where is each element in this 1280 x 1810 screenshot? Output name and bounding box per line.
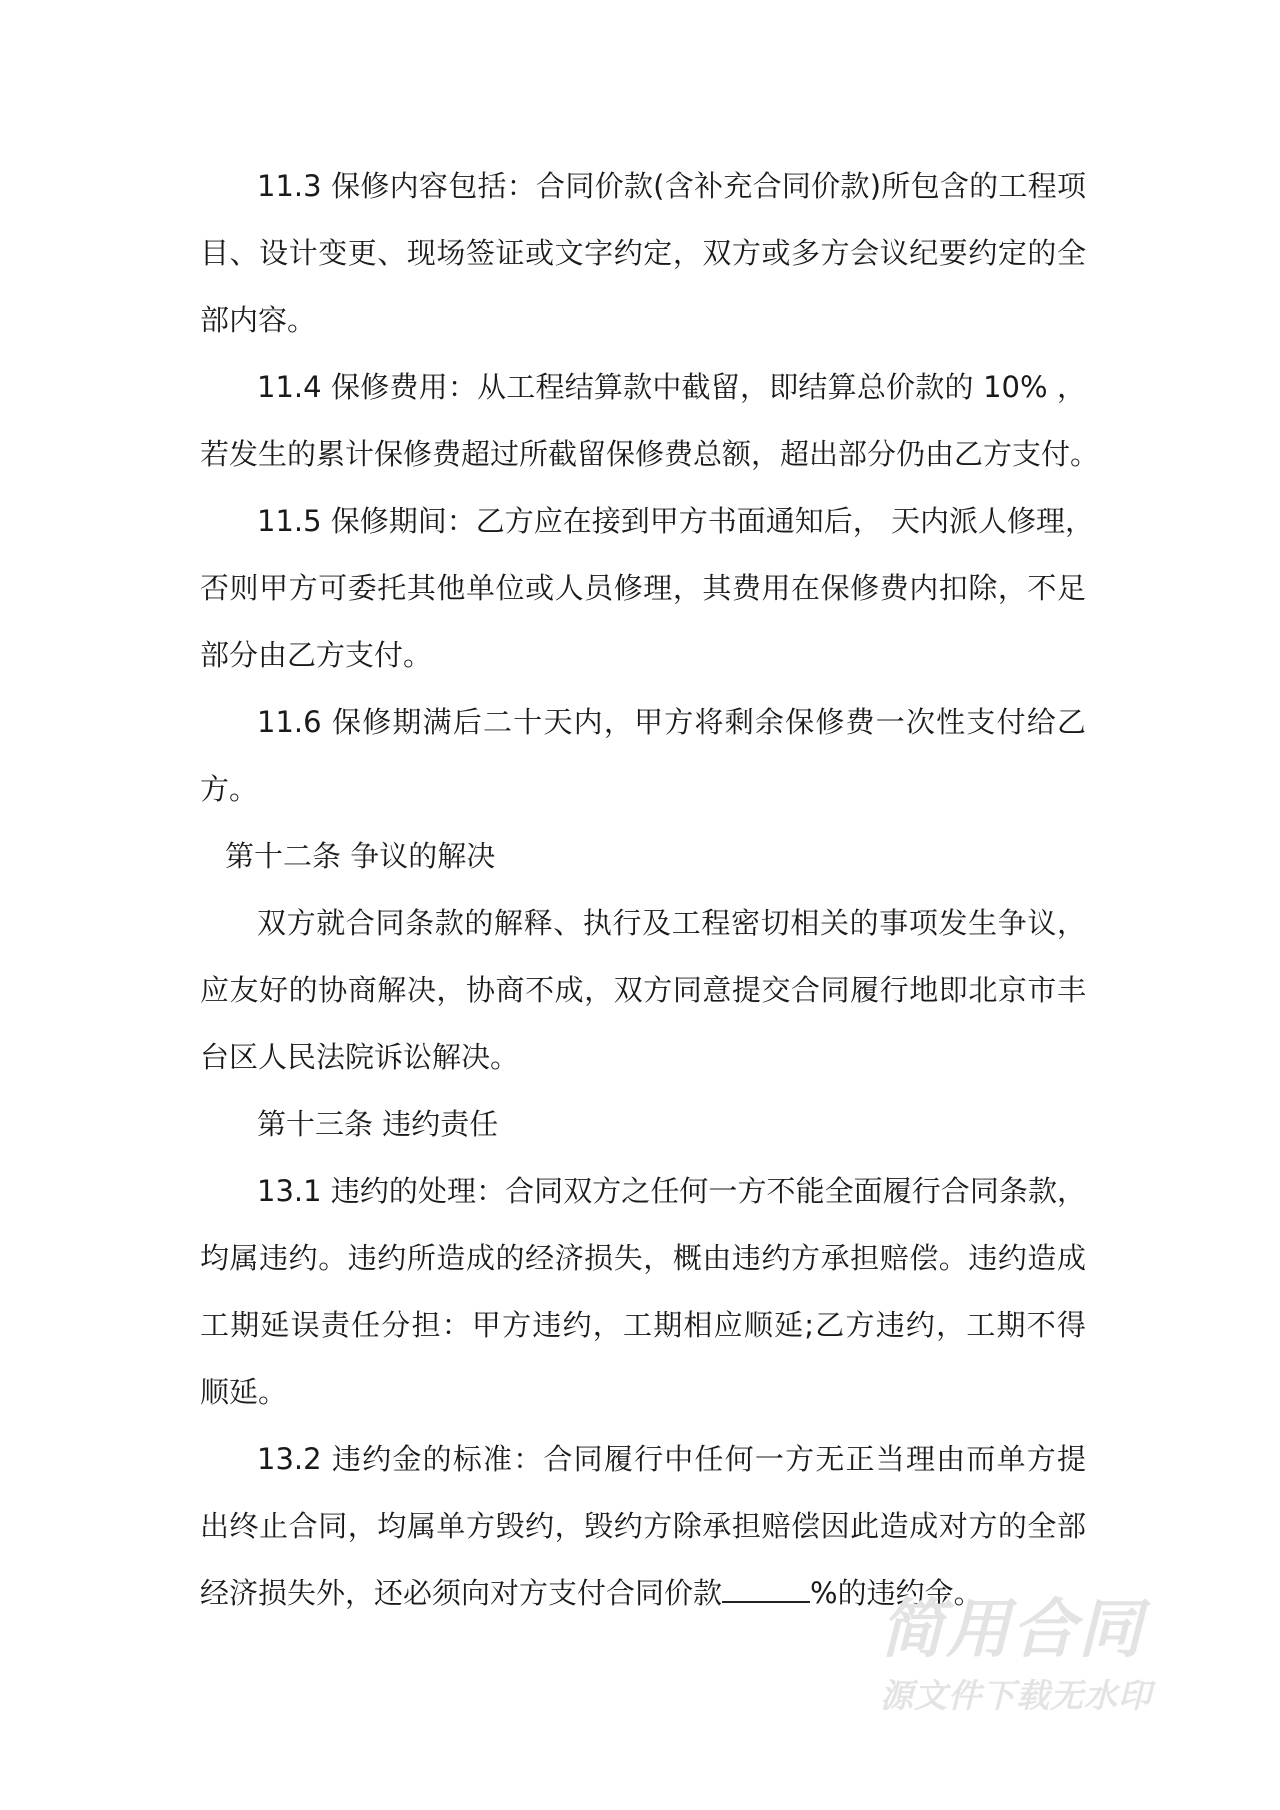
text-line: 部内容。 xyxy=(200,303,317,337)
text-line: 台区人民法院诉讼解决。 xyxy=(200,1040,520,1074)
text-line: 双方就合同条款的解释、执行及工程密切相关的事项发生争议， xyxy=(257,906,1086,940)
text-line: 13.2 违约金的标准：合同履行中任何一方无正当理由而单方提 xyxy=(257,1442,1086,1476)
text-line: 顺延。 xyxy=(200,1375,288,1409)
text-line-with-blank xyxy=(200,1560,1086,1627)
clause-11-5 xyxy=(200,488,1095,689)
text-line: 否则甲方可委托其他单位或人员修理，其费用在保修费内扣除，不足 xyxy=(200,571,1086,605)
text-line: 应友好的协商解决，协商不成，双方同意提交合同履行地即北京市丰 xyxy=(200,973,1086,1007)
text-segment: %的违约金。 xyxy=(810,1576,983,1610)
text-line: 11.4 保修费用：从工程结算款中截留，即结算总价款的 10% ， xyxy=(257,370,1086,404)
article-13 xyxy=(200,1091,1086,1627)
text-line: 部分由乙方支付。 xyxy=(200,638,433,672)
watermark-subtitle: 源文件下载无水印 xyxy=(880,1676,1152,1715)
text-line: 11.6 保修期满后二十天内，甲方将剩余保修费一次性支付给乙 xyxy=(257,705,1086,739)
text-line: 出终止合同，均属单方毁约，毁约方除承担赔偿因此造成对方的全部 xyxy=(200,1509,1086,1543)
article-12-heading: 第十二条 争议的解决 xyxy=(225,839,496,873)
text-line: 若发生的累计保修费超过所截留保修费总额，超出部分仍由乙方支付。 xyxy=(200,437,1100,471)
clause-13-2 xyxy=(200,1426,1086,1627)
text-line: 工期延误责任分担：甲方违约，工期相应顺延;乙方违约，工期不得 xyxy=(200,1308,1086,1342)
text-segment: 经济损失外，还必须向对方支付合同价款 xyxy=(200,1576,723,1610)
article-13-heading: 第十三条 违约责任 xyxy=(257,1107,499,1141)
text-line: 11.5 保修期间：乙方应在接到甲方书面通知后， 天内派人修理， xyxy=(257,504,1095,538)
watermark-title: 简用合同 xyxy=(880,1593,1144,1667)
penalty-percent-blank[interactable] xyxy=(722,1575,810,1603)
clause-11-6 xyxy=(200,689,1086,823)
clause-11-4 xyxy=(200,354,1100,488)
text-line: 方。 xyxy=(200,772,259,806)
clause-13-1 xyxy=(200,1158,1086,1426)
text-line: 13.1 违约的处理：合同双方之任何一方不能全面履行合同条款， xyxy=(257,1174,1086,1208)
clause-11-3 xyxy=(200,153,1086,354)
document-body xyxy=(200,153,1100,1627)
text-line: 目、设计变更、现场签证或文字约定，双方或多方会议纪要约定的全 xyxy=(200,236,1086,270)
text-line: 11.3 保修内容包括：合同价款(含补充合同价款)所包含的工程项 xyxy=(257,169,1086,203)
text-line: 均属违约。违约所造成的经济损失，概由违约方承担赔偿。违约造成 xyxy=(200,1241,1086,1275)
article-12 xyxy=(200,823,1086,1091)
